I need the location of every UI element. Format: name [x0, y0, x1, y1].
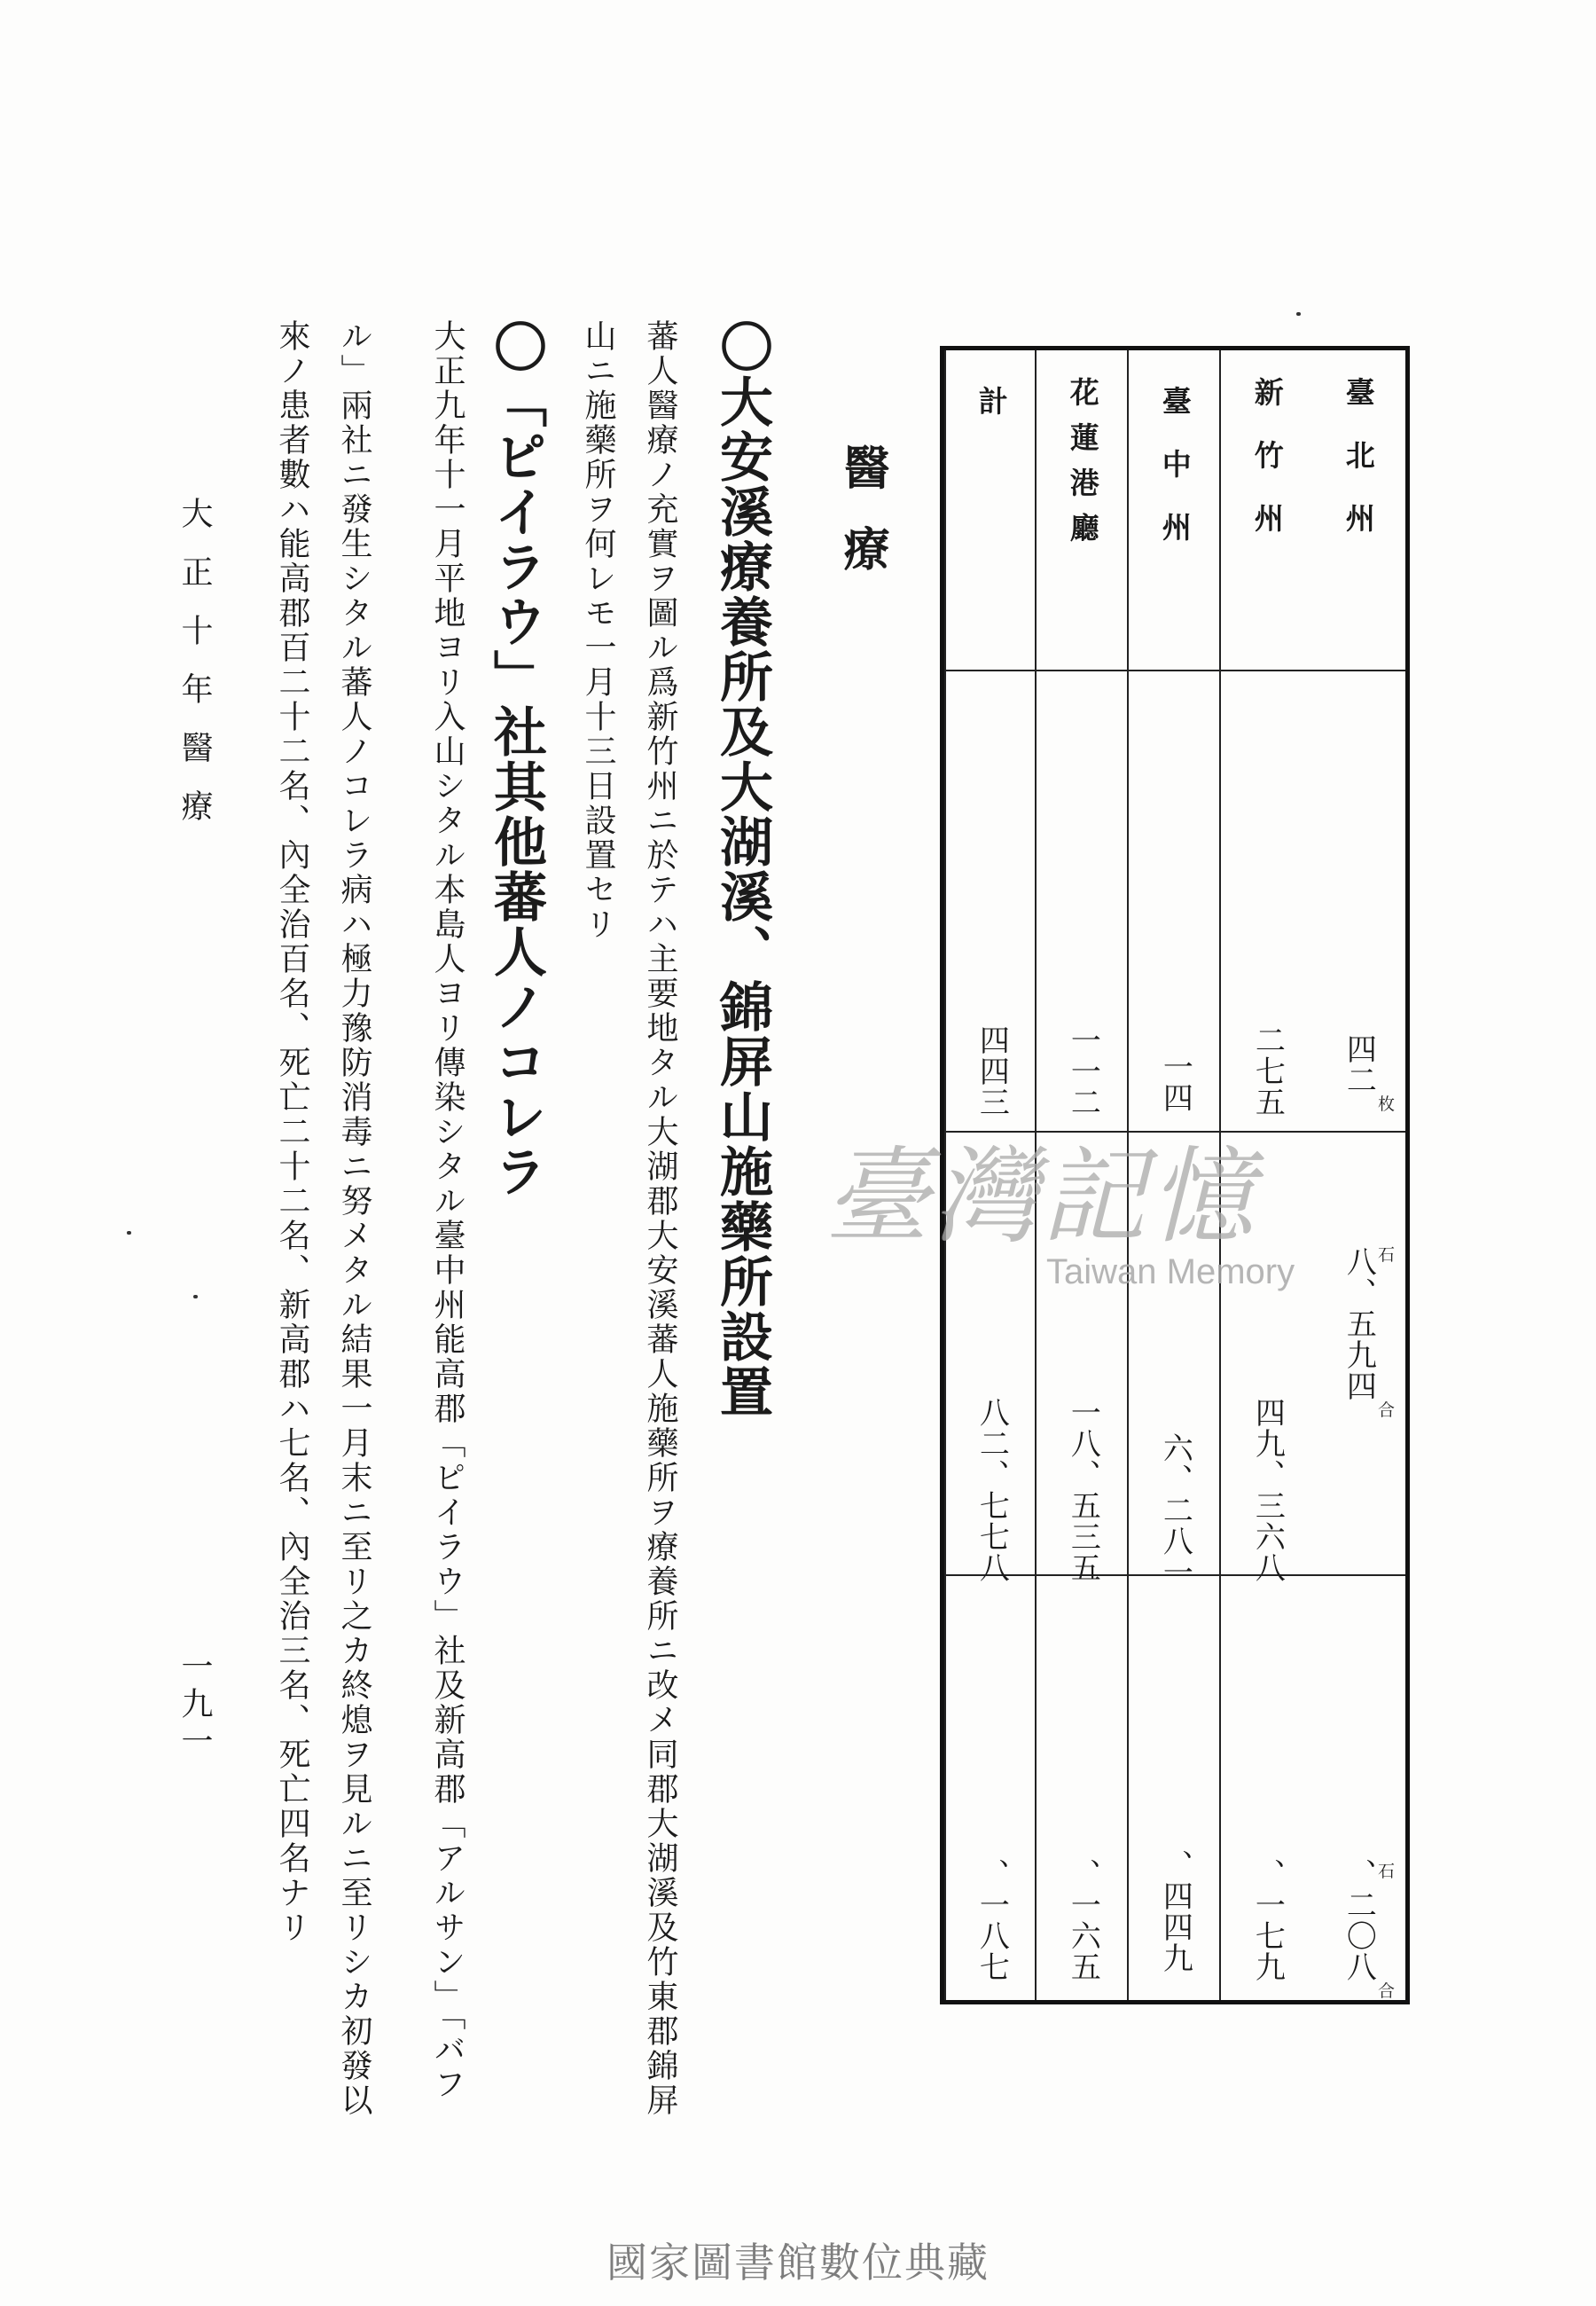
value-cell: 六、二八一 — [1157, 1432, 1193, 1588]
value-cell: 四九、三六八 — [1249, 1397, 1286, 1583]
count-cell: 一四 — [1157, 1051, 1193, 1113]
article-heading: 〇「ピイラウ」社其他蕃人ノコレラ — [485, 319, 547, 1199]
count-cell: 一一二 — [1065, 1024, 1101, 1118]
region-name: 花蓮港廳 — [1065, 377, 1100, 558]
footer-credit: 國家圖書館數位典藏 — [606, 2239, 990, 2286]
watermark-subtitle: Taiwan Memory — [1046, 1252, 1295, 1291]
article-text-line: 山ニ施藥所ヲ何レモ一月十三日設置セリ — [580, 319, 616, 942]
region-name: 新竹州 — [1249, 377, 1285, 566]
count-cell: 四四三 — [974, 1024, 1010, 1118]
page-number: 一九一 — [176, 1650, 213, 1761]
article-text-line: ル」兩社ニ發生シタル蕃人ノコレラ病ハ極力豫防消毒ニ努メタル結果一月末ニ至リ之カ終熄ヲ見ルニ至リシカ初發以 — [336, 319, 372, 2118]
value-cell: 、四四九 — [1157, 1849, 1193, 1973]
value-cell: 八二、七七八 — [974, 1397, 1010, 1583]
value-cell: 、一七九 — [1249, 1858, 1286, 1982]
region-name: 計 — [974, 386, 1009, 415]
value-cell: 一八、五三五 — [1065, 1397, 1101, 1583]
unit-label: 枚 — [1377, 1094, 1395, 1114]
article-text-line: 來ノ患者數ハ能高郡百二十二名、內全治百名、死亡二十二名、新高郡ハ七名、內全治三名、死亡四名ナリ — [274, 319, 310, 1945]
unit-label: 合 — [1377, 1981, 1395, 2001]
scan-speck — [193, 1295, 198, 1298]
value-cell: 、二〇八 — [1341, 1858, 1377, 1982]
article-text-line: 大正九年十一月平地ヨリ入山シタル本島人ヨリ傳染シタル臺中州能高郡「ピイラウ」社及新高郡「アルサン」「バフ — [429, 319, 466, 2102]
count-cell: 二七五 — [1249, 1024, 1286, 1118]
unit-label: 石 — [1377, 1245, 1395, 1265]
unit-label: 石 — [1377, 1862, 1395, 1881]
section-title: 醫療 — [835, 443, 889, 607]
value-cell: 八、五九四 — [1341, 1246, 1377, 1401]
article-heading: 〇大安溪療養所及大湖溪、錦屏山施藥所設置 — [711, 319, 773, 1419]
watermark — [825, 1135, 1295, 1292]
scan-speck — [1296, 312, 1301, 316]
watermark-logo-text: 臺灣記憶 — [825, 1135, 1258, 1258]
region-name: 臺中州 — [1157, 386, 1193, 575]
scan-speck — [127, 1231, 131, 1235]
value-cell: 、一六五 — [1065, 1858, 1101, 1982]
value-cell: 、一八七 — [974, 1858, 1010, 1982]
region-name: 臺北州 — [1341, 377, 1376, 566]
unit-label: 合 — [1377, 1400, 1395, 1420]
table-column — [1311, 350, 1405, 2000]
count-cell: 四二 — [1341, 1033, 1377, 1095]
running-head: 大正十年醫療 — [176, 497, 213, 848]
article-text-line: 蕃人醫療ノ充實ヲ圖ル爲新竹州ニ於テハ主要地タル大湖郡大安溪蕃人施藥所ヲ療養所ニ改メ同郡大湖溪及竹東郡錦屏 — [642, 319, 678, 2118]
